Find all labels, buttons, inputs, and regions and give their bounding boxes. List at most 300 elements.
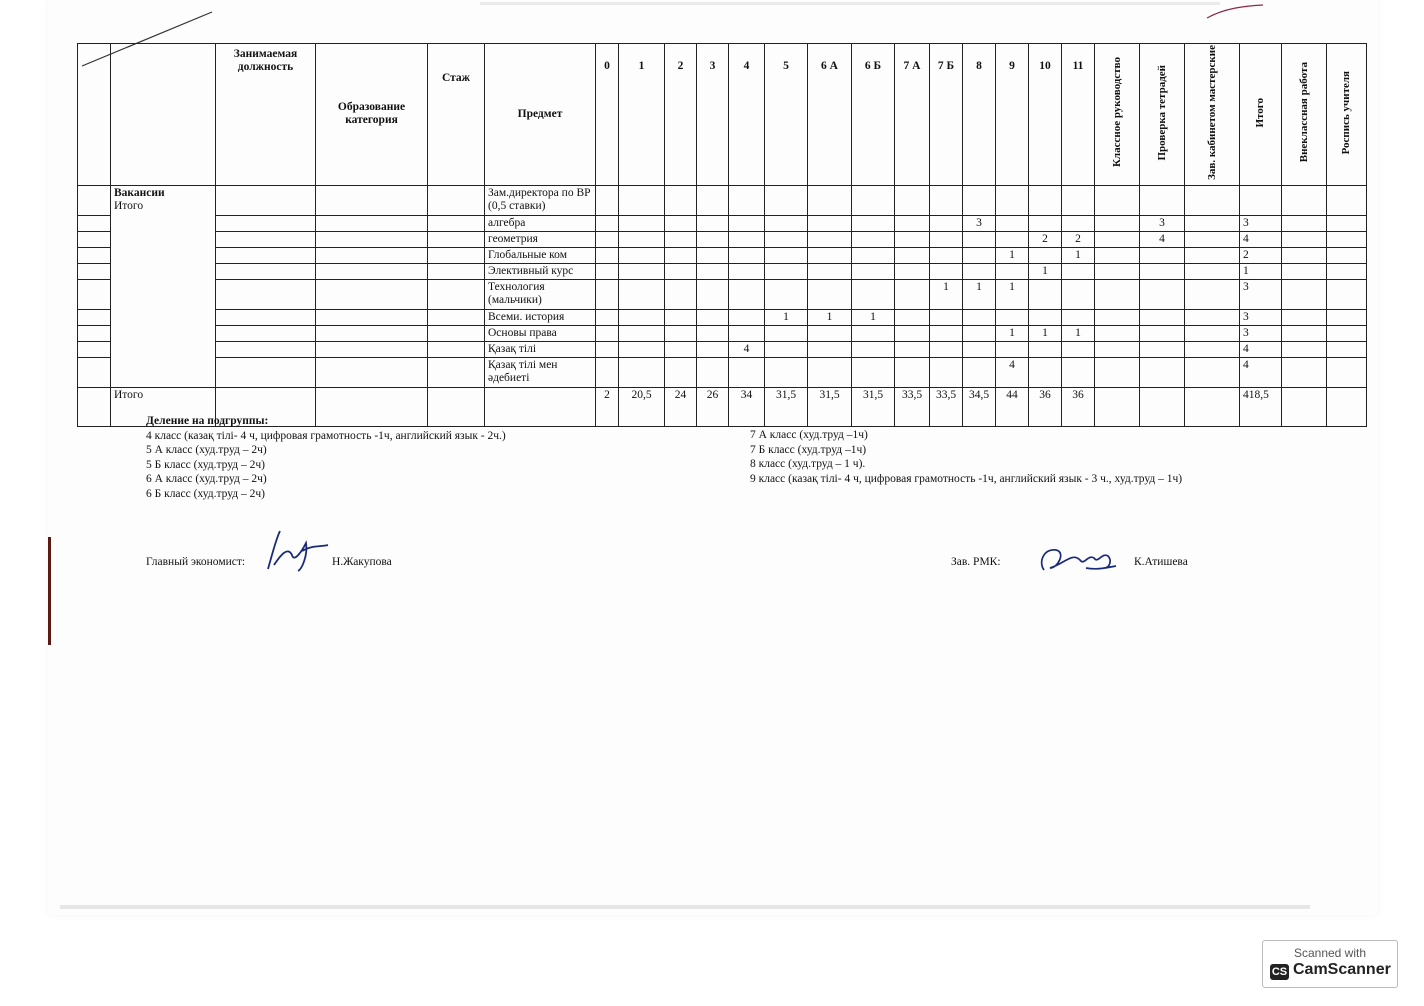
hours-cell: [895, 231, 930, 247]
hours-cell: [996, 185, 1029, 215]
class-lead-cell: [1095, 357, 1140, 387]
row-blank-cell: [78, 279, 111, 309]
total-cell: [1240, 185, 1282, 215]
note-left-4: 6 А класс (худ.труд – 2ч): [146, 473, 267, 485]
class-lead-cell: [1095, 325, 1140, 341]
class-lead-cell: [1095, 263, 1140, 279]
header-grade-2: 2: [665, 44, 697, 186]
hours-cell: [596, 263, 619, 279]
class-lead-cell: [1095, 279, 1140, 309]
table-body: [78, 185, 1367, 426]
hours-cell: [665, 247, 697, 263]
hours-cell: [852, 247, 895, 263]
hours-cell: [808, 279, 852, 309]
extra-cell: [1282, 185, 1327, 215]
hours-cell: [729, 325, 765, 341]
hours-cell: [808, 247, 852, 263]
hours-cell: [697, 185, 729, 215]
table-row: [78, 279, 1367, 309]
total-cell: 1: [1240, 263, 1282, 279]
hours-cell: [765, 215, 808, 231]
sign-cell: [1327, 263, 1367, 279]
hours-cell: [1029, 357, 1062, 387]
hours-cell: 1: [1029, 325, 1062, 341]
signature-rmk: [1036, 538, 1118, 578]
hours-cell: [665, 341, 697, 357]
hours-cell: [963, 263, 996, 279]
position-cell: [216, 279, 316, 309]
hours-cell: [619, 247, 665, 263]
hours-cell: [729, 215, 765, 231]
header-extra-cell: [1282, 44, 1327, 186]
hours-cell: [852, 341, 895, 357]
table-row: [78, 357, 1367, 387]
total-cell: 3: [1240, 215, 1282, 231]
subject-cell: Элективный курс: [485, 263, 596, 279]
note-right-3: 8 класс (худ.труд – 1 ч).: [750, 458, 866, 470]
header-class-lead: Классное руководство: [1110, 57, 1123, 168]
hours-cell: [808, 341, 852, 357]
header-sign-cell: [1327, 44, 1367, 186]
hours-cell: [619, 185, 665, 215]
total-cell: 4: [1240, 357, 1282, 387]
hours-cell: [930, 309, 963, 325]
hours-cell: 3: [963, 215, 996, 231]
hours-cell: [765, 357, 808, 387]
sign-cell: [1327, 231, 1367, 247]
hours-cell: [596, 231, 619, 247]
hours-cell: [1062, 309, 1095, 325]
totals-class-lead: [1095, 387, 1140, 426]
hours-cell: [930, 231, 963, 247]
hours-cell: [596, 185, 619, 215]
experience-cell: [428, 357, 485, 387]
table-row: [78, 309, 1367, 325]
totals-hours-cell: 33,5: [930, 387, 963, 426]
totals-label: Итого: [111, 387, 216, 426]
hours-cell: [808, 357, 852, 387]
hours-cell: 4: [996, 357, 1029, 387]
totals-hours-cell: 2: [596, 387, 619, 426]
camscanner-logo-icon: CS: [1271, 966, 1288, 978]
totals-workshop: [1185, 387, 1240, 426]
position-cell: [216, 215, 316, 231]
total-cell: 3: [1240, 325, 1282, 341]
hours-cell: [963, 231, 996, 247]
totals-hours-cell: 31,5: [765, 387, 808, 426]
extra-cell: [1282, 325, 1327, 341]
header-grade-10: 10: [1029, 44, 1062, 186]
hours-cell: [619, 325, 665, 341]
hours-cell: [895, 325, 930, 341]
class-lead-cell: [1095, 215, 1140, 231]
hours-cell: 1: [1062, 325, 1095, 341]
vacancy-total-label: Итого: [114, 199, 144, 212]
hours-cell: [852, 325, 895, 341]
subgroups-notes: [146, 414, 506, 501]
hours-cell: [1062, 341, 1095, 357]
row-blank-cell: [78, 325, 111, 341]
header-grade-0: 0: [596, 44, 619, 186]
row-blank-cell: [78, 341, 111, 357]
check-cell: [1140, 309, 1185, 325]
total-cell: 2: [1240, 247, 1282, 263]
hours-cell: [729, 279, 765, 309]
extra-cell: [1282, 279, 1327, 309]
row-blank-cell: [78, 185, 111, 215]
hours-cell: [665, 185, 697, 215]
hours-cell: 1: [765, 309, 808, 325]
total-cell: 4: [1240, 231, 1282, 247]
hours-cell: 1: [930, 279, 963, 309]
hours-cell: [808, 185, 852, 215]
hours-cell: [765, 263, 808, 279]
hours-cell: [1062, 215, 1095, 231]
hours-cell: [619, 215, 665, 231]
table-row: [78, 341, 1367, 357]
sign-cell: [1327, 341, 1367, 357]
experience-cell: [428, 279, 485, 309]
hours-cell: [963, 357, 996, 387]
header-grade-8: 8: [963, 44, 996, 186]
subject-cell: Қазақ тілі: [485, 341, 596, 357]
check-cell: [1140, 357, 1185, 387]
hours-cell: [619, 357, 665, 387]
hours-cell: [808, 231, 852, 247]
totals-sign: [1327, 387, 1367, 426]
workshop-cell: [1185, 325, 1240, 341]
hours-cell: [930, 325, 963, 341]
sign-cell: [1327, 325, 1367, 341]
header-grade-7b: 7 Б: [930, 44, 963, 186]
check-cell: [1140, 279, 1185, 309]
hours-cell: [765, 247, 808, 263]
header-workshop-cell: [1185, 44, 1240, 186]
sign-cell: [1327, 279, 1367, 309]
hours-cell: 4: [729, 341, 765, 357]
header-blank-1: [78, 44, 111, 186]
hours-cell: [619, 341, 665, 357]
extra-cell: [1282, 309, 1327, 325]
experience-cell: [428, 231, 485, 247]
header-grade-6a: 6 А: [808, 44, 852, 186]
hours-cell: [895, 215, 930, 231]
class-lead-cell: [1095, 309, 1140, 325]
experience-cell: [428, 185, 485, 215]
workshop-cell: [1185, 357, 1240, 387]
class-lead-cell: [1095, 341, 1140, 357]
hours-cell: [619, 279, 665, 309]
workshop-cell: [1185, 309, 1240, 325]
education-cell: [316, 279, 428, 309]
header-check: Проверка тетрадей: [1155, 64, 1168, 161]
hours-cell: [852, 279, 895, 309]
left-signature-name: Н.Жакупова: [332, 556, 392, 568]
hours-cell: [895, 185, 930, 215]
education-cell: [316, 231, 428, 247]
extra-cell: [1282, 341, 1327, 357]
hours-cell: [1062, 357, 1095, 387]
hours-cell: [765, 279, 808, 309]
header-grade-6b: 6 Б: [852, 44, 895, 186]
hours-cell: [996, 263, 1029, 279]
extra-cell: [1282, 231, 1327, 247]
table-row: [78, 231, 1367, 247]
table-row: [78, 185, 1367, 215]
header-extra: Внеклассная работа: [1297, 62, 1310, 163]
check-cell: [1140, 247, 1185, 263]
hours-cell: [619, 231, 665, 247]
hours-cell: [930, 215, 963, 231]
hours-cell: [852, 185, 895, 215]
hours-cell: [963, 247, 996, 263]
header-sign: Роспись учителя: [1340, 70, 1352, 155]
hours-cell: [852, 215, 895, 231]
totals-hours-cell: 31,5: [808, 387, 852, 426]
sign-cell: [1327, 357, 1367, 387]
totals-hours-cell: 34,5: [963, 387, 996, 426]
experience-cell: [428, 309, 485, 325]
hours-cell: [1029, 341, 1062, 357]
position-cell: [216, 185, 316, 215]
subject-cell: алгебра: [485, 215, 596, 231]
hours-cell: 1: [996, 279, 1029, 309]
hours-cell: [808, 325, 852, 341]
header-total-cell: [1240, 44, 1282, 186]
hours-cell: [895, 247, 930, 263]
education-cell: [316, 357, 428, 387]
check-cell: [1140, 325, 1185, 341]
hours-cell: [619, 263, 665, 279]
total-cell: 3: [1240, 279, 1282, 309]
position-cell: [216, 309, 316, 325]
hours-cell: [930, 341, 963, 357]
hours-cell: [665, 309, 697, 325]
hours-cell: [1062, 279, 1095, 309]
extra-cell: [1282, 247, 1327, 263]
position-cell: [216, 231, 316, 247]
header-total: Итого: [1254, 97, 1266, 128]
hours-cell: [697, 215, 729, 231]
totals-hours-cell: 44: [996, 387, 1029, 426]
hours-cell: [1062, 263, 1095, 279]
position-cell: [216, 263, 316, 279]
header-experience: Стаж: [428, 44, 485, 186]
hours-cell: 1: [996, 325, 1029, 341]
left-signature-title: Главный экономист:: [146, 556, 246, 568]
watermark-line1: Scanned with: [1293, 946, 1367, 960]
scan-artifact: [480, 2, 1220, 5]
table-header-row: [78, 44, 1367, 186]
hours-cell: 1: [808, 309, 852, 325]
education-cell: [316, 263, 428, 279]
subject-cell: Основы права: [485, 325, 596, 341]
check-cell: [1140, 263, 1185, 279]
education-cell: [316, 325, 428, 341]
hours-cell: 2: [1029, 231, 1062, 247]
totals-hours-cell: 20,5: [619, 387, 665, 426]
hours-cell: 1: [1029, 263, 1062, 279]
hours-cell: [852, 231, 895, 247]
hours-cell: [697, 341, 729, 357]
workshop-cell: [1185, 185, 1240, 215]
workshop-cell: [1185, 247, 1240, 263]
vacancy-cell: [111, 185, 216, 387]
note-right-4: 9 класс (казақ тілі- 4 ч, цифровая грамотность -1ч, английский язык - 3 ч., худ.труд – 1ч): [750, 472, 1183, 485]
subgroups-notes-right: [750, 428, 1182, 486]
note-left-5: 6 Б класс (худ.труд – 2ч): [146, 487, 266, 500]
header-grade-1: 1: [619, 44, 665, 186]
hours-cell: [665, 357, 697, 387]
header-grade-4: 4: [729, 44, 765, 186]
table-row: [78, 215, 1367, 231]
hours-cell: [1062, 185, 1095, 215]
hours-cell: [665, 215, 697, 231]
hours-cell: [596, 215, 619, 231]
experience-cell: [428, 215, 485, 231]
hours-cell: [729, 309, 765, 325]
subject-cell: Глобальные ком: [485, 247, 596, 263]
hours-cell: [729, 357, 765, 387]
right-signature-title: Зав. РМК:: [951, 556, 1001, 568]
header-grade-3: 3: [697, 44, 729, 186]
hours-cell: [765, 185, 808, 215]
class-lead-cell: [1095, 247, 1140, 263]
hours-cell: [1029, 279, 1062, 309]
row-blank-cell: [78, 357, 111, 387]
hours-cell: [930, 263, 963, 279]
watermark-line2: CamScanner: [1293, 961, 1391, 978]
hours-cell: [1029, 309, 1062, 325]
hours-cell: [963, 325, 996, 341]
class-lead-cell: [1095, 185, 1140, 215]
education-cell: [316, 215, 428, 231]
workshop-cell: [1185, 215, 1240, 231]
subject-cell: геометрия: [485, 231, 596, 247]
staffing-table-container: [77, 43, 1367, 401]
total-cell: 3: [1240, 309, 1282, 325]
sign-cell: [1327, 309, 1367, 325]
signature-economist: [262, 525, 334, 575]
subject-cell: Всеми. история: [485, 309, 596, 325]
hours-cell: [697, 357, 729, 387]
staffing-table: [77, 43, 1367, 427]
check-cell: [1140, 341, 1185, 357]
hours-cell: [852, 263, 895, 279]
header-check-cell: [1140, 44, 1185, 186]
hours-cell: 1: [852, 309, 895, 325]
position-cell: [216, 341, 316, 357]
hours-cell: [930, 247, 963, 263]
right-signature-name: К.Атишева: [1134, 556, 1188, 568]
hours-cell: [963, 185, 996, 215]
totals-hours-cell: 31,5: [852, 387, 895, 426]
totals-hours-cell: 36: [1029, 387, 1062, 426]
header-grade-9: 9: [996, 44, 1029, 186]
row-blank-cell: [78, 387, 111, 426]
table-row: [78, 325, 1367, 341]
experience-cell: [428, 247, 485, 263]
camscanner-watermark: [1262, 940, 1398, 988]
header-education: Образование категория: [316, 44, 428, 186]
scan-artifact-bottom: [60, 905, 1310, 909]
totals-hours-cell: 24: [665, 387, 697, 426]
hours-cell: [895, 357, 930, 387]
check-cell: [1140, 185, 1185, 215]
hours-cell: [895, 263, 930, 279]
position-cell: [216, 325, 316, 341]
hours-cell: [729, 247, 765, 263]
hours-cell: [930, 357, 963, 387]
hours-cell: [895, 279, 930, 309]
hours-cell: 1: [1062, 247, 1095, 263]
hours-cell: [1029, 247, 1062, 263]
vacancy-label: Вакансии: [114, 186, 165, 199]
totals-check: [1140, 387, 1185, 426]
hours-cell: [930, 185, 963, 215]
row-blank-cell: [78, 247, 111, 263]
note-right-1: 7 А класс (худ.труд –1ч): [750, 429, 868, 441]
class-lead-cell: [1095, 231, 1140, 247]
workshop-cell: [1185, 231, 1240, 247]
sign-cell: [1327, 185, 1367, 215]
subject-cell: Технология (мальчики): [485, 279, 596, 309]
education-cell: [316, 341, 428, 357]
hours-cell: 1: [996, 247, 1029, 263]
hours-cell: [729, 185, 765, 215]
table-row: [78, 247, 1367, 263]
header-grade-5: 5: [765, 44, 808, 186]
hours-cell: [895, 309, 930, 325]
experience-cell: [428, 341, 485, 357]
row-blank-cell: [78, 231, 111, 247]
check-cell: 4: [1140, 231, 1185, 247]
row-blank-cell: [78, 263, 111, 279]
totals-extra: [1282, 387, 1327, 426]
hours-cell: [665, 279, 697, 309]
hours-cell: [697, 263, 729, 279]
hours-cell: [765, 341, 808, 357]
scan-edge-mark: [48, 537, 51, 645]
hours-cell: 1: [963, 279, 996, 309]
check-cell: 3: [1140, 215, 1185, 231]
hours-cell: [765, 231, 808, 247]
workshop-cell: [1185, 341, 1240, 357]
hours-cell: [729, 263, 765, 279]
subject-cell: Зам.директора по ВР (0,5 ставки): [485, 185, 596, 215]
hours-cell: [665, 325, 697, 341]
hours-cell: [996, 341, 1029, 357]
workshop-cell: [1185, 263, 1240, 279]
hours-cell: [808, 263, 852, 279]
workshop-cell: [1185, 279, 1240, 309]
header-subject: Предмет: [485, 44, 596, 186]
sign-cell: [1327, 215, 1367, 231]
extra-cell: [1282, 215, 1327, 231]
hours-cell: 2: [1062, 231, 1095, 247]
hours-cell: [596, 357, 619, 387]
note-right-2: 7 Б класс (худ.труд –1ч): [750, 443, 867, 456]
pen-stroke-top-right: [1205, 2, 1265, 22]
subject-cell: Қазақ тілі мен әдебиеті: [485, 357, 596, 387]
sign-cell: [1327, 247, 1367, 263]
hours-cell: [619, 309, 665, 325]
education-cell: [316, 185, 428, 215]
totals-hours-cell: 36: [1062, 387, 1095, 426]
hours-cell: [963, 309, 996, 325]
hours-cell: [996, 215, 1029, 231]
header-position: Занимаемая должность: [216, 44, 316, 186]
